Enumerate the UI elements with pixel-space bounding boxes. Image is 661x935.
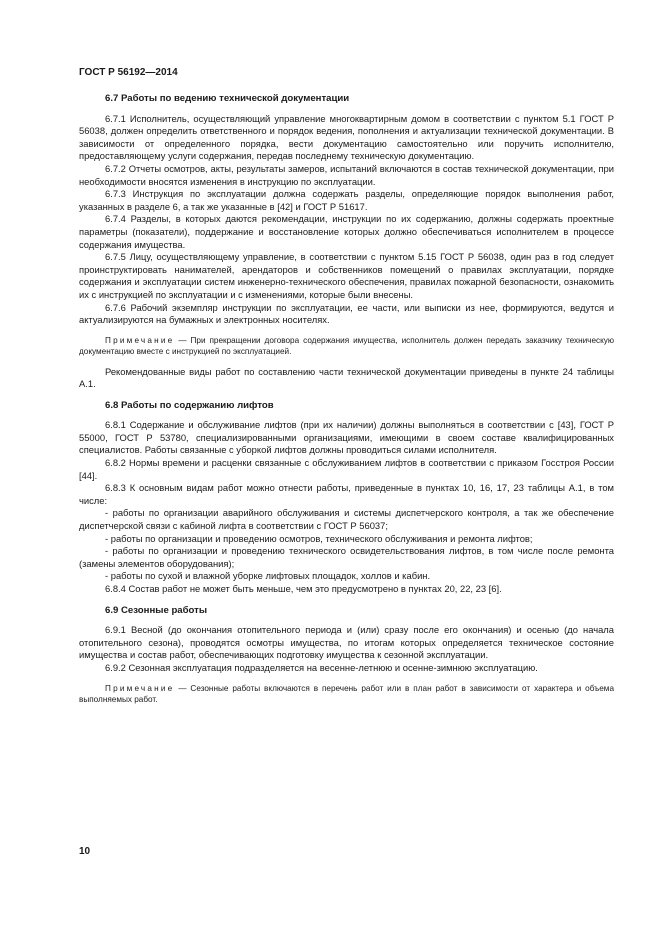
note-label: Примечание: [105, 683, 175, 693]
paragraph-6-8-4: 6.8.4 Состав работ не может быть меньше, чем это предусмотрено в пунктах 20, 22, 23 [6].: [105, 583, 502, 594]
paragraph-6-9-2: 6.9.2 Сезонная эксплуатация подразделяется на весенне-летнюю и осенне-зимнюю эксплуатацию.: [105, 661, 538, 673]
paragraph-6-7-4: 6.7.4 Разделы, в которых даются рекомендации, инструкции по их содержанию, должны содержать проектные параметры (показатели), поддержание и восстановление которых должно обеспечиваться исполнителем в процессе содержания имущества.: [79, 213, 614, 250]
document-header: ГОСТ Р 56192—2014: [79, 67, 178, 78]
note-text: — При прекращении договора содержания имущества, исполнитель должен передать заказчику техническую документацию вместе с инструкцией по эксплуатацией.: [79, 335, 614, 357]
section-heading-6-7: 6.7 Работы по ведению технической документации: [105, 93, 350, 104]
paragraph-6-8-3: 6.8.3 К основным видам работ можно отнести работы, приведенные в пунктах 10, 16, 17, 23 таблицы А.1, в том числе:: [79, 482, 614, 506]
paragraph-6-7-2: 6.7.2 Отчеты осмотров, акты, результаты замеров, испытаний включаются в состав технической документации, при необходимости вносятся изменения в инструкцию по эксплуатации.: [79, 162, 614, 187]
list-item: - работы по организации и проведению осмотров, технического обслуживания и ремонта лифтов;: [105, 532, 533, 544]
list-item: - работы по сухой и влажной уборке лифтовых площадок, холлов и кабин.: [105, 570, 431, 582]
note-6-7: [79, 335, 614, 358]
paragraph-6-7-6: 6.7.6 Рабочий экземпляр инструкции по эксплуатации, ее части, или выписки из нее, формируются, ведутся и актуализируются на бумажных и электронных носителях.: [79, 301, 614, 326]
list-item: - работы по организации и проведению технического освидетельствования лифтов, в том числе после ремонта (замены элементов оборудования);: [79, 545, 614, 569]
section-heading-6-8: 6.8 Работы по содержанию лифтов: [105, 399, 274, 411]
paragraph-6-7-1: 6.7.1 Исполнитель, осуществляющий управление многоквартирным домом в соответствии с пунктом 5.1 ГОСТ Р 56038, должен определить ответственного и порядок ведения, пополнения и актуализации технической документации. В зависимости от определенного порядка, вести документацию самостоятельно или поручить исполнителю, предоставляющему услуги содержания, передав последнему техническую документацию.: [79, 112, 614, 162]
paragraph-6-7-5: 6.7.5 Лицу, осуществляющему управление, в соответствии с пунктом 5.15 ГОСТ Р 56038, один раз в год следует проинструктировать нанимателей, арендаторов и собственников помещений о правилах эксплуатации, порядке содержания и эксплуатации систем инженерно-технического обеспечения, правилах пожарной безопасности, ознакомить их с инструкцией по эксплуатации и с изменениями, которые были внесены.: [79, 251, 614, 300]
page-number: 10: [79, 846, 91, 857]
paragraph-6-9-1: 6.9.1 Весной (до окончания отопительного периода и (или) сразу после его окончания) и осенью (до начала отопительного сезона), проводятся осмотры имущества, по итогам которых определяется техническое состояние имущества и состав работ, обеспечивающих подготовку имущества к сезонной эксплуатации.: [79, 624, 614, 661]
note-6-9: [79, 683, 614, 706]
paragraph-6-7-closing: Рекомендованные виды работ по составлению части технической документации приведены в пункте 24 таблицы А.1.: [79, 365, 614, 390]
paragraph-6-8-1: 6.8.1 Содержание и обслуживание лифтов (при их наличии) должны выполняться в соответствии с [43], ГОСТ Р 55000, ГОСТ Р 53780, специализированными организациями, имеющими в своем составе квалифицированных специалистов. Работы связанные с уборкой лифтов должны проводиться силами исполнителя.: [79, 419, 614, 456]
note-label: Примечание: [105, 335, 175, 345]
list-item: - работы по организации аварийного обслуживания и системы диспетчерского контроля, а так же обеспечение диспетчерской связи с кабиной лифта в соответствии с ГОСТ Р 56037;: [79, 507, 614, 532]
paragraph-6-8-2: 6.8.2 Нормы времени и расценки связанные с обслуживанием лифтов в соответствии с приказом Госстроя России [44].: [79, 457, 614, 481]
paragraph-6-7-3: 6.7.3 Инструкция по эксплуатации должна содержать разделы, определяющие порядок выполнения работ, указанных в разделе 6, а так же указанные в [42] и ГОСТ Р 51617.: [79, 188, 614, 212]
section-heading-6-9: 6.9 Сезонные работы: [105, 604, 208, 616]
note-text: — Сезонные работы включаются в перечень работ или в план работ в зависимости от характера и объема выполняемых работ.: [79, 683, 614, 704]
document-body: [79, 93, 614, 713]
